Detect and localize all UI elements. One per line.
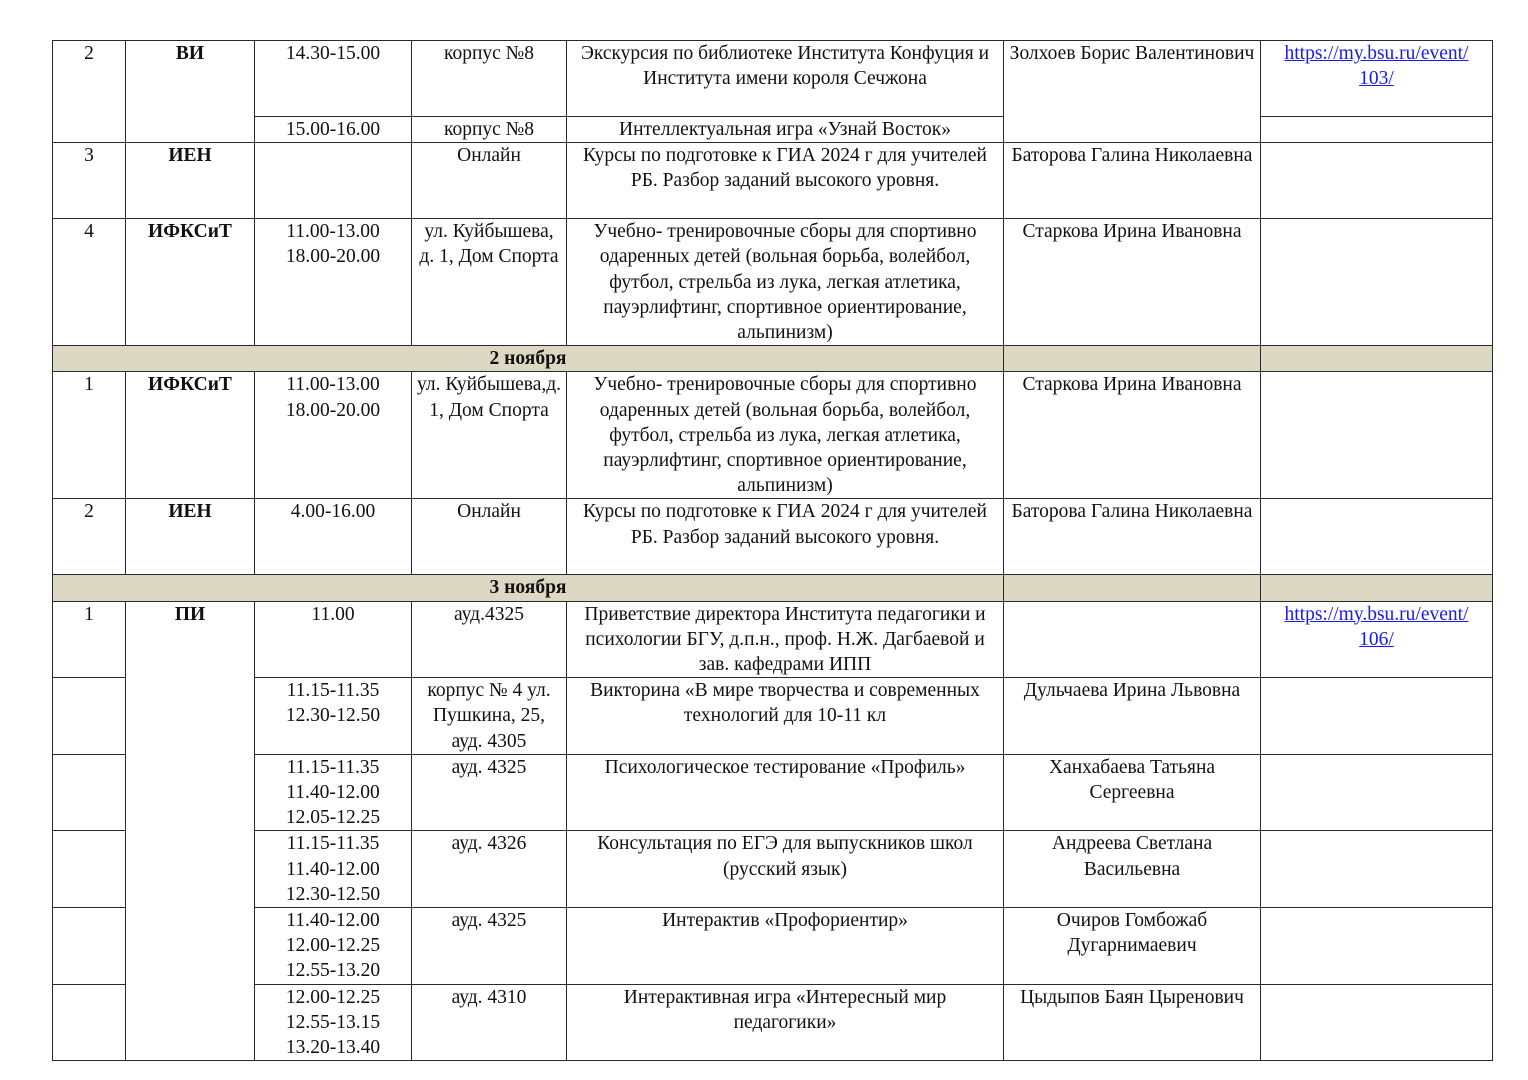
link-cell: [1261, 601, 1493, 678]
responsible-cell: Очиров Гомбожаб Дугарнимаевич: [1004, 908, 1261, 985]
time-line: 11.00-13.00: [286, 374, 380, 396]
time-cell: 14.30-15.00: [255, 41, 412, 117]
table-row: [53, 984, 1493, 1061]
link-cell: [1261, 372, 1493, 499]
place-cell: ауд. 4325: [412, 754, 567, 831]
time-line: 11.40-12.00: [286, 910, 380, 932]
table-row: [53, 117, 1493, 143]
event-cell: Учебно- тренировочные сборы для спортивно одаренных детей (вольная борьба, волейбол, футбол, стрельба из лука, легкая атлетика, пауэрлифтинг, спортивное ориентирование, альпинизм): [567, 219, 1004, 346]
event-cell: Викторина «В мире творчества и современных технологий для 10-11 кл: [567, 678, 1004, 755]
place-cell: корпус №8: [412, 117, 567, 143]
event-cell: Интеллектуальная игра «Узнай Восток»: [567, 117, 1004, 143]
responsible-cell: Старкова Ирина Ивановна: [1004, 219, 1261, 346]
responsible-cell: Андреева Светлана Васильевна: [1004, 831, 1261, 908]
time-cell: [255, 601, 412, 678]
responsible-cell: Ханхабаева Татьяна Сергеевна: [1004, 754, 1261, 831]
date-row-empty: [1004, 346, 1261, 372]
place-cell: Онлайн: [412, 499, 567, 575]
table-row: [53, 499, 1493, 575]
row-number: [53, 754, 126, 831]
link-cell: [1261, 143, 1493, 219]
row-number: 2: [53, 41, 126, 143]
time-line: 11.15-11.35: [286, 680, 380, 702]
date-heading: 2 ноября: [53, 346, 1004, 372]
row-number: [53, 831, 126, 908]
date-heading: 3 ноября: [53, 575, 1004, 601]
time-line: 12.30-12.50: [285, 883, 381, 905]
link-cell: [1261, 117, 1493, 143]
event-link-part: https://my.bsu.ru/event/: [1284, 603, 1469, 625]
time-line: 12.00-12.25: [285, 935, 381, 957]
row-number: [53, 908, 126, 985]
institute-cell: ИФКСиТ: [126, 219, 255, 346]
link-cell: [1261, 219, 1493, 346]
event-cell: Приветствие директора Института педагогики и психологии БГУ, д.п.н., проф. Н.Ж. Дагбаевой и зав. кафедрами ИПП: [567, 601, 1004, 678]
table-row: [53, 143, 1493, 219]
row-number: 2: [53, 499, 126, 575]
date-row-empty: [1261, 346, 1493, 372]
institute-cell: ИЕН: [126, 499, 255, 575]
event-link-part: 106/: [1359, 628, 1394, 650]
institute-cell: ИЕН: [126, 143, 255, 219]
time-line: 18.00-20.00: [285, 399, 381, 421]
place-cell: ул. Куйбышева, д. 1, Дом Спорта: [412, 219, 567, 346]
time-line: 11.40-12.00: [286, 858, 380, 880]
institute-cell: ВИ: [126, 41, 255, 143]
time-line: 12.30-12.50: [285, 705, 381, 727]
time-cell: [255, 754, 412, 831]
responsible-cell: Цыдыпов Баян Цыренович: [1004, 984, 1261, 1061]
place-cell: ауд. 4326: [412, 831, 567, 908]
time-line: 11.15-11.35: [286, 833, 380, 855]
event-cell: Курсы по подготовке к ГИА 2024 г для учителей РБ. Разбор заданий высокого уровня.: [567, 499, 1004, 575]
event-link[interactable]: [1265, 41, 1488, 91]
responsible-cell: Золхоев Борис Валентинович: [1004, 41, 1261, 143]
row-number: 4: [53, 219, 126, 346]
table-row: [53, 219, 1493, 346]
row-number: [53, 678, 126, 755]
event-cell: Интерактив «Профориентир»: [567, 908, 1004, 985]
place-cell: корпус №8: [412, 41, 567, 117]
time-cell: [255, 984, 412, 1061]
institute-cell: ПИ: [126, 601, 255, 1061]
event-cell: Психологическое тестирование «Профиль»: [567, 754, 1004, 831]
time-cell: [255, 372, 412, 499]
time-cell: 4.00-16.00: [255, 499, 412, 575]
row-number: 3: [53, 143, 126, 219]
date-row: [53, 575, 1493, 601]
place-cell: ауд.4325: [412, 601, 567, 678]
responsible-cell: Баторова Галина Николаевна: [1004, 499, 1261, 575]
schedule-table: [52, 40, 1493, 1061]
place-cell: ауд. 4325: [412, 908, 567, 985]
table-row: [53, 908, 1493, 985]
link-cell: [1261, 754, 1493, 831]
time-cell: [255, 143, 412, 219]
table-row: [53, 831, 1493, 908]
date-row-empty: [1004, 575, 1261, 601]
link-cell: [1261, 984, 1493, 1061]
time-cell: [255, 831, 412, 908]
time-line: 11.40-12.00: [286, 782, 380, 804]
responsible-cell: Старкова Ирина Ивановна: [1004, 372, 1261, 499]
time-cell: 15.00-16.00: [255, 117, 412, 143]
time-line: 11.00-13.00: [286, 221, 380, 243]
responsible-cell: Дульчаева Ирина Львовна: [1004, 678, 1261, 755]
table-row: [53, 41, 1493, 117]
link-cell: [1261, 831, 1493, 908]
table-row: [53, 372, 1493, 499]
time-line: 18.00-20.00: [285, 246, 381, 268]
time-line: 13.20-13.40: [285, 1037, 381, 1059]
row-number: 1: [53, 601, 126, 678]
time-cell: [255, 678, 412, 755]
table-row: [53, 601, 1493, 678]
time-line: 11.00: [311, 603, 355, 625]
link-cell: [1261, 41, 1493, 117]
place-cell: Онлайн: [412, 143, 567, 219]
link-cell: [1261, 908, 1493, 985]
row-number: [53, 984, 126, 1061]
link-cell: [1261, 499, 1493, 575]
place-cell: корпус № 4 ул. Пушкина, 25, ауд. 4305: [412, 678, 567, 755]
event-link-part: 103/: [1359, 68, 1394, 90]
responsible-cell: [1004, 601, 1261, 678]
event-link[interactable]: [1265, 602, 1488, 652]
institute-cell: ИФКСиТ: [126, 372, 255, 499]
place-cell: ул. Куйбышева,д. 1, Дом Спорта: [412, 372, 567, 499]
time-line: 12.55-13.15: [285, 1011, 381, 1033]
link-cell: [1261, 678, 1493, 755]
date-row: [53, 346, 1493, 372]
event-cell: Учебно- тренировочные сборы для спортивно одаренных детей (вольная борьба, волейбол, футбол, стрельба из лука, легкая атлетика, пауэрлифтинг, спортивное ориентирование, альпинизм): [567, 372, 1004, 499]
place-cell: ауд. 4310: [412, 984, 567, 1061]
event-cell: Консультация по ЕГЭ для выпускников школ (русский язык): [567, 831, 1004, 908]
event-cell: Курсы по подготовке к ГИА 2024 г для учителей РБ. Разбор заданий высокого уровня.: [567, 143, 1004, 219]
time-line: 12.05-12.25: [285, 807, 381, 829]
date-row-empty: [1261, 575, 1493, 601]
table-row: [53, 754, 1493, 831]
event-cell: Экскурсия по библиотеке Института Конфуция и Института имени короля Сечжона: [567, 41, 1004, 117]
responsible-cell: Баторова Галина Николаевна: [1004, 143, 1261, 219]
event-link-part: https://my.bsu.ru/event/: [1284, 43, 1469, 64]
row-number: 1: [53, 372, 126, 499]
time-line: 12.00-12.25: [285, 986, 381, 1008]
event-cell: Интерактивная игра «Интересный мир педагогики»: [567, 984, 1004, 1061]
time-cell: [255, 219, 412, 346]
time-cell: [255, 908, 412, 985]
time-line: 11.15-11.35: [286, 756, 380, 778]
time-line: 12.55-13.20: [285, 960, 381, 982]
table-row: [53, 678, 1493, 755]
